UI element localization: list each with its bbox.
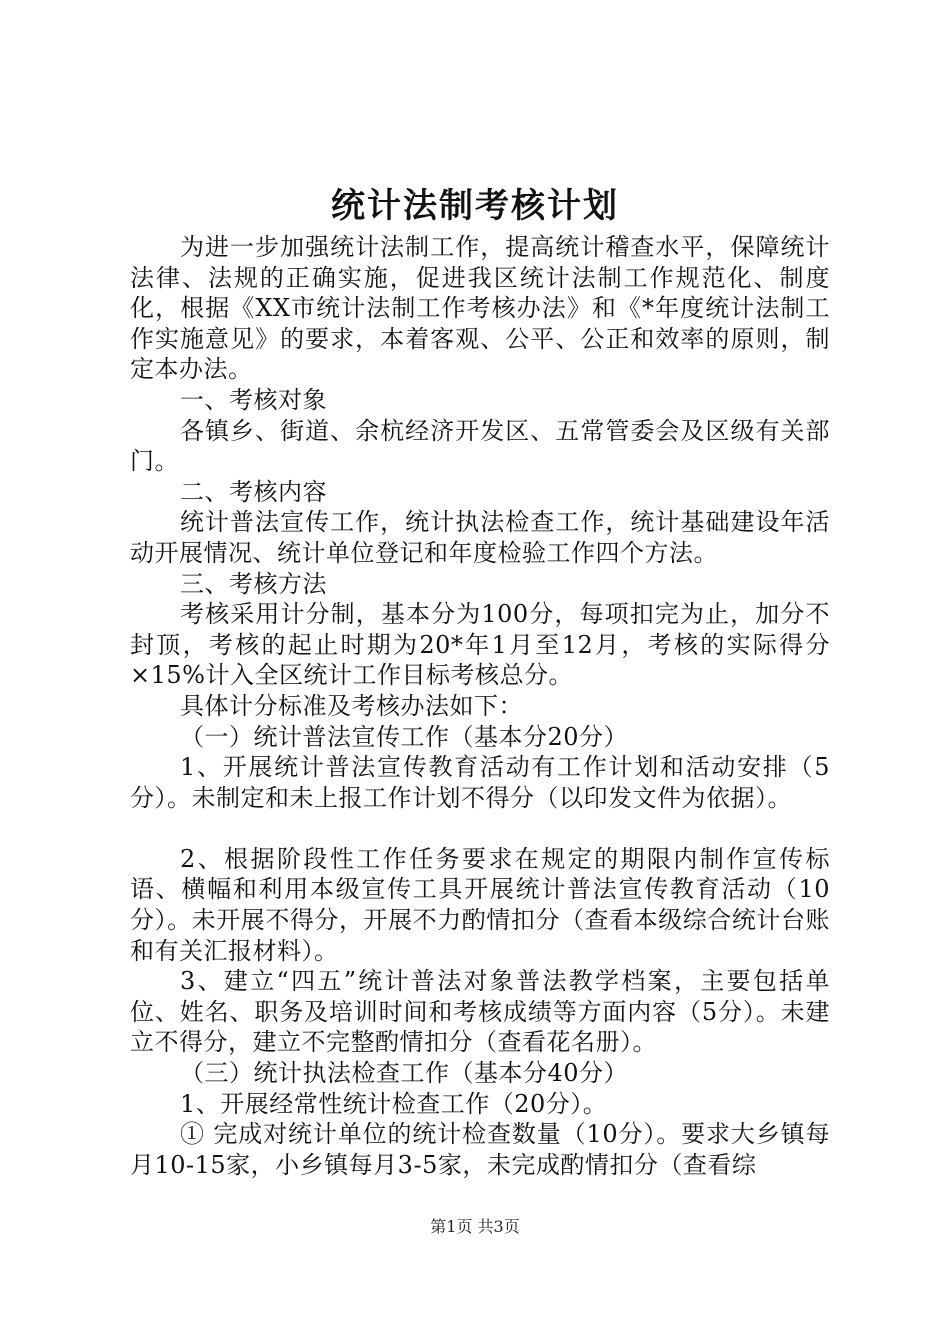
document-body [130, 232, 830, 1180]
inspection-subitem-1: ① 完成对统计单位的统计检查数量（10分）。要求大乡镇每月10-15家，小乡镇每月3-5家，未完成酌情扣分（查看综 [130, 1120, 830, 1179]
document-title: 统计法制考核计划 [331, 186, 619, 226]
section-heading-assessment-targets: 一、考核对象 [180, 385, 327, 414]
section-heading-assessment-content: 二、考核内容 [180, 477, 327, 506]
assessment-content-paragraph: 统计普法宣传工作，统计执法检查工作，统计基础建设年活动开展情况、统计单位登记和年度检验工作四个方法。 [130, 508, 830, 567]
section-heading-assessment-method: 三、考核方法 [180, 569, 327, 598]
subsection-heading-publicity: （一）统计普法宣传工作（基本分20分） [180, 722, 629, 751]
publicity-item-1: 1、开展统计普法宣传教育活动有工作计划和活动安排（5分）。未制定和未上报工作计划不得分（以印发文件为依据）。 [130, 753, 830, 812]
page-footer: 第1页 共3页 [430, 1217, 520, 1236]
subsection-heading-inspection: （三）统计执法检查工作（基本分40分） [180, 1059, 629, 1088]
inspection-item-1: 1、开展经常性统计检查工作（20分）。 [180, 1089, 608, 1118]
publicity-item-2: 2、根据阶段性工作任务要求在规定的期限内制作宣传标语、横幅和利用本级宣传工具开展统计普法宣传教育活动（10分）。未开展不得分，开展不力酌情扣分（查看本级综合统计台账和有关汇报材料）。 [130, 844, 830, 965]
assessment-targets-paragraph: 各镇乡、街道、余杭经济开发区、五常管委会及区级有关部门。 [130, 416, 830, 476]
assessment-method-paragraph: 考核采用计分制，基本分为100分，每项扣完为止，加分不封顶，考核的起止时期为20*年1月至12月，考核的实际得分×15%计入全区统计工作目标考核总分。 [130, 600, 830, 690]
scoring-intro-paragraph: 具体计分标准及考核办法如下： [180, 691, 523, 720]
intro-paragraph: 为进一步加强统计法制工作，提高统计稽查水平，保障统计法律、法规的正确实施，促进我区统计法制工作规范化、制度化，根据《XX市统计法制工作考核办法》和《*年度统计法制工作实施意见》的要求，本着客观、公平、公正和效率的原则，制定本办法。 [130, 233, 830, 384]
publicity-item-3: 3、建立“四五”统计普法对象普法教学档案，主要包括单位、姓名、职务及培训时间和考核成绩等方面内容（5分）。未建立不得分，建立不完整酌情扣分（查看花名册）。 [130, 967, 830, 1057]
blank-line [130, 813, 830, 844]
